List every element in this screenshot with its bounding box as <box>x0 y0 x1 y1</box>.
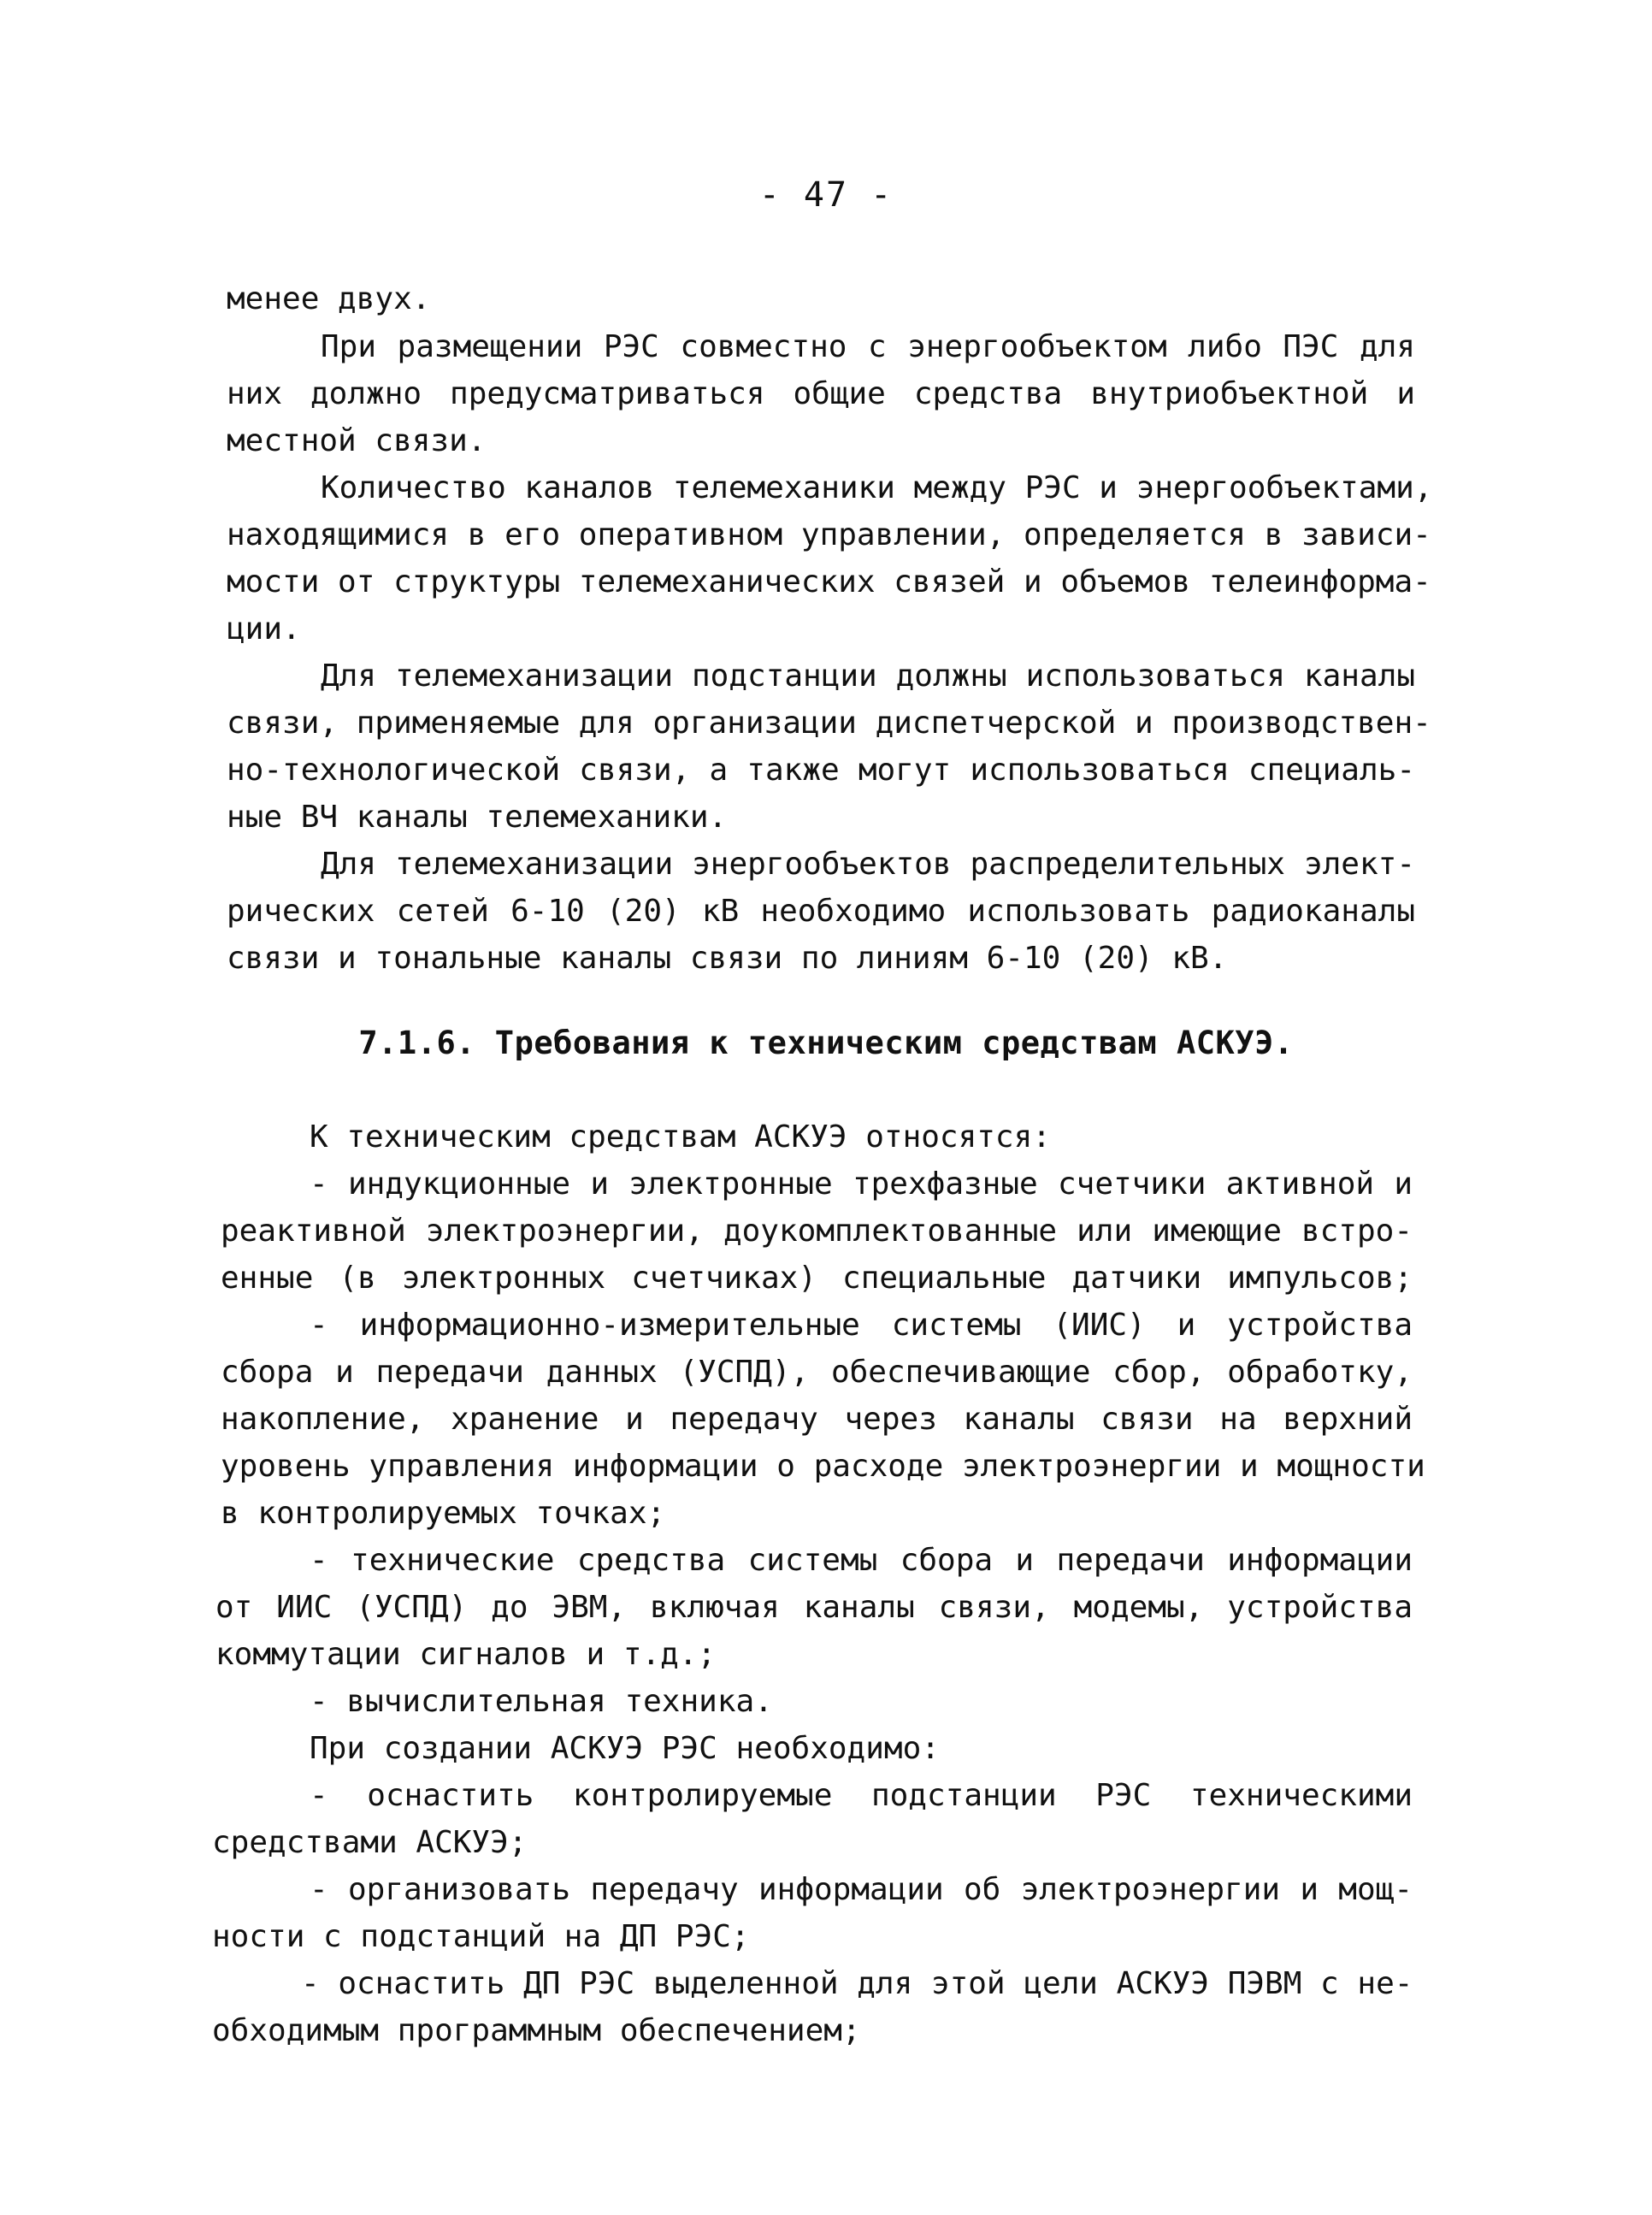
section-heading: 7.1.6. Требования к техническим средствам АСКУЭ. <box>358 1025 1294 1061</box>
text-line: реактивной электроэнергии, доукомплектованные или имеющие встро- <box>221 1214 1413 1249</box>
text-line: связи и тональные каналы связи по линиям 6-10 (20) кВ. <box>227 941 1228 976</box>
text-line: - вычислительная техника. <box>310 1684 773 1719</box>
text-line: менее двух. <box>227 281 431 316</box>
text-line: рических сетей 6-10 (20) кВ необходимо использовать радиоканалы <box>227 894 1415 929</box>
page-number: - 47 - <box>758 175 894 215</box>
text-line: сбора и передачи данных (УСПД), обеспечивающие сбор, обработку, <box>221 1355 1413 1390</box>
text-line: - организовать передачу информации об электроэнергии и мощ- <box>310 1872 1413 1907</box>
text-line: - оснастить ДП РЭС выделенной для этой цели АСКУЭ ПЭВМ с не- <box>301 1966 1413 2001</box>
text-line: - информационно-измерительные системы (ИИС) и устройства <box>310 1308 1413 1343</box>
text-line: мости от структуры телемеханических связей и объемов телеинформа- <box>227 564 1431 600</box>
text-line: Для телемеханизации энергообъектов распределительных элект- <box>321 847 1415 882</box>
text-line: обходимым программным обеспечением; <box>212 2013 861 2048</box>
text-line: - индукционные и электронные трехфазные счетчики активной и <box>310 1167 1413 1202</box>
text-line: но-технологической связи, а также могут использоваться специаль- <box>227 753 1415 788</box>
text-line: ции. <box>227 611 301 647</box>
text-line: находящимися в его оперативном управлении, определяется в зависи- <box>227 517 1431 552</box>
text-line: При создании АСКУЭ РЭС необходимо: <box>310 1731 940 1766</box>
text-line: от ИИС (УСПД) до ЭВМ, включая каналы связи, модемы, устройства <box>215 1590 1413 1625</box>
text-line: ности с подстанций на ДП РЭС; <box>212 1919 750 1954</box>
text-line: ные ВЧ каналы телемеханики. <box>227 800 728 835</box>
text-line: - технические средства системы сбора и передачи информации <box>310 1543 1413 1578</box>
text-line: связи, применяемые для организации диспетчерской и производствен- <box>227 706 1431 741</box>
text-line: Количество каналов телемеханики между РЭС и энергообъектами, <box>321 470 1433 505</box>
text-line: - оснастить контролируемые подстанции РЭС техническими <box>310 1778 1413 1813</box>
text-line: уровень управления информации о расходе электроэнергии и мощности <box>221 1449 1425 1484</box>
text-line: При размещении РЭС совместно с энергообъектом либо ПЭС для <box>321 329 1415 364</box>
text-line: коммутации сигналов и т.д.; <box>215 1637 717 1672</box>
text-line: в контролируемых точках; <box>221 1496 666 1531</box>
text-line: местной связи. <box>227 423 487 458</box>
text-line: накопление, хранение и передачу через каналы связи на верхний <box>221 1402 1413 1437</box>
text-line: средствами АСКУЭ; <box>212 1825 528 1860</box>
text-line: них должно предусматриваться общие средства внутриобъектной и <box>227 376 1415 411</box>
text-line: К техническим средствам АСКУЭ относятся: <box>310 1119 1051 1155</box>
text-line: енные (в электронных счетчиках) специальные датчики импульсов; <box>221 1261 1413 1296</box>
text-line: Для телемеханизации подстанции должны использоваться каналы <box>321 659 1415 694</box>
